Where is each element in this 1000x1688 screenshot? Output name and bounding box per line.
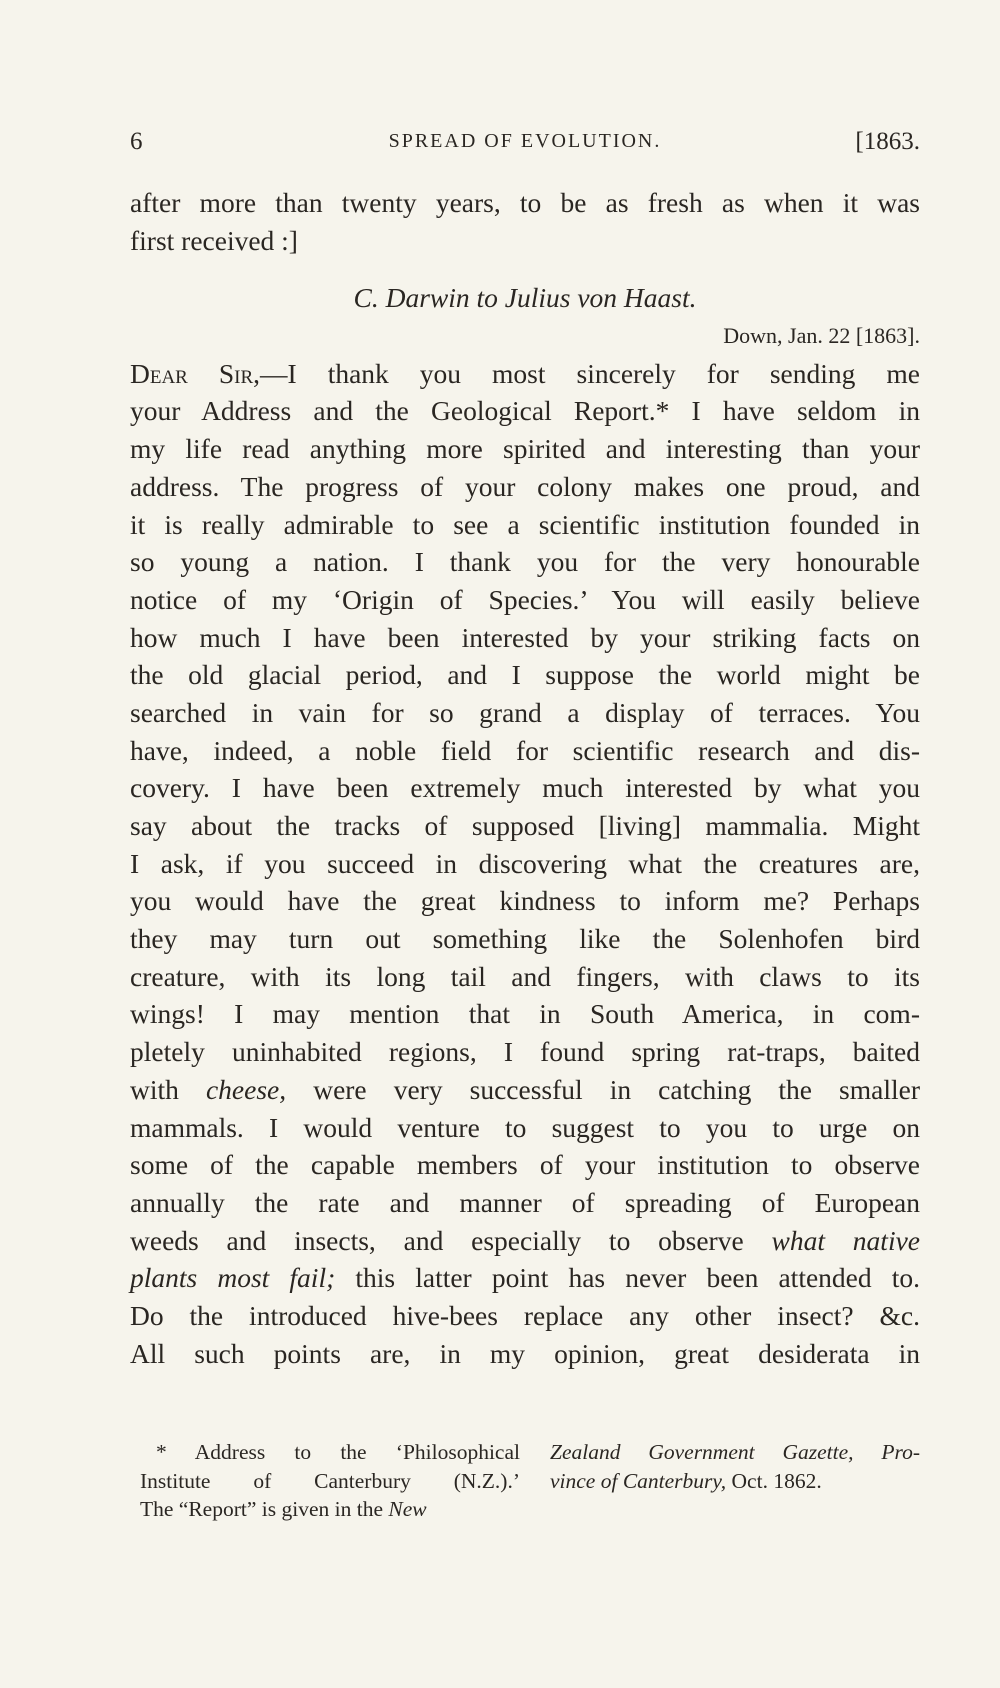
footnote-line: Institute of Canterbury (N.Z.).’ bbox=[140, 1468, 520, 1493]
running-header bbox=[130, 128, 920, 162]
letter-heading bbox=[130, 279, 920, 317]
text-line: have, indeed, a noble field for scientific research and dis- bbox=[130, 734, 920, 766]
italic-fragment: cheese, bbox=[205, 1073, 287, 1105]
text-line: they may turn out something like the Solenhofen bird bbox=[130, 923, 920, 955]
text-line: All such points are, in my opinion, great desiderata in bbox=[130, 1337, 920, 1369]
header-year: [1863. bbox=[855, 128, 920, 155]
text-line: I ask, if you succeed in discovering what the creatures are, bbox=[130, 847, 920, 879]
text-line: mammals. I would venture to suggest to you to urge on bbox=[130, 1111, 920, 1143]
text-line: wings! I may mention that in South America, in com- bbox=[130, 998, 920, 1030]
text-line: how much I have been interested by your striking facts on bbox=[130, 621, 920, 653]
text-line: the old glacial period, and I suppose the world might be bbox=[130, 659, 920, 691]
text-line: my life read anything more spirited and interesting than your bbox=[130, 433, 920, 465]
footnote-column-left bbox=[140, 1438, 520, 1524]
page-number: 6 bbox=[130, 128, 143, 155]
text-fragment: —I thank you most sincerely for sending me bbox=[260, 357, 920, 389]
footnote-column-right bbox=[550, 1438, 920, 1495]
footnote-line bbox=[550, 1438, 920, 1467]
text-line: searched in vain for so grand a display of terraces. You bbox=[130, 696, 920, 728]
text-line: say about the tracks of supposed [living] mammalia. Might bbox=[130, 810, 920, 841]
footnote-line: * Address to the ‘Philosophical bbox=[156, 1440, 520, 1464]
running-title: SPREAD OF EVOLUTION. bbox=[388, 130, 662, 152]
text-line: after more than twenty years, to be as fresh as when it was bbox=[130, 187, 920, 218]
text-line bbox=[130, 1222, 920, 1260]
spacer bbox=[130, 259, 920, 279]
salutation: Dear Sir, bbox=[130, 357, 261, 389]
text-fragment: this latter point has never been attended to. bbox=[355, 1262, 921, 1294]
dateline: Down, Jan. 22 [1863]. bbox=[723, 323, 920, 349]
text-line: some of the capable members of your institution to observe bbox=[130, 1149, 920, 1181]
text-fragment: with bbox=[130, 1073, 179, 1105]
text-line: covery. I have been extremely much interested by what you bbox=[130, 772, 920, 804]
italic-fragment: plants most fail; bbox=[130, 1262, 336, 1294]
text-line: your Address and the Geological Report.* I have seldom in bbox=[130, 395, 920, 427]
text-line: it is really admirable to see a scientific institution founded in bbox=[130, 508, 920, 540]
text-fragment: were very successful in catching the smaller bbox=[313, 1073, 921, 1105]
text-line: first received :] bbox=[130, 224, 298, 256]
text-line: pletely uninhabited regions, I found spring rat-traps, baited bbox=[130, 1036, 920, 1068]
text-line: address. The progress of your colony makes one proud, and bbox=[130, 470, 920, 502]
footnote-italic-fragment: Zealand Government Gazette, Pro- bbox=[550, 1440, 920, 1464]
text-line: Do the introduced hive-bees replace any other insect? &c. bbox=[130, 1299, 920, 1331]
text-line: notice of my ‘Origin of Species.’ You will easily believe bbox=[130, 583, 920, 615]
footnote-fragment: Oct. 1862. bbox=[731, 1468, 822, 1493]
text-line bbox=[130, 1071, 920, 1109]
text-line bbox=[130, 355, 920, 393]
text-line: creature, with its long tail and fingers, with claws to its bbox=[130, 960, 920, 992]
footnote-line bbox=[550, 1467, 920, 1496]
letter-heading-text: C. Darwin to Julius von Haast. bbox=[353, 282, 697, 314]
text-line bbox=[130, 1259, 920, 1297]
footnote-italic-fragment: New bbox=[388, 1497, 427, 1521]
text-line: so young a nation. I thank you for the very honourable bbox=[130, 546, 920, 578]
footnote-line bbox=[140, 1495, 520, 1524]
text-line: you would have the great kindness to inform me? Perhaps bbox=[130, 885, 920, 917]
text-line: annually the rate and manner of spreading of European bbox=[130, 1186, 920, 1218]
footnote-italic-fragment: vince of Canterbury, bbox=[550, 1468, 727, 1493]
body-text bbox=[130, 184, 920, 1372]
italic-fragment: what native bbox=[771, 1224, 920, 1256]
footnote-fragment: The “Report” is given in the bbox=[140, 1497, 383, 1521]
text-fragment: weeds and insects, and especially to observe bbox=[130, 1224, 744, 1256]
